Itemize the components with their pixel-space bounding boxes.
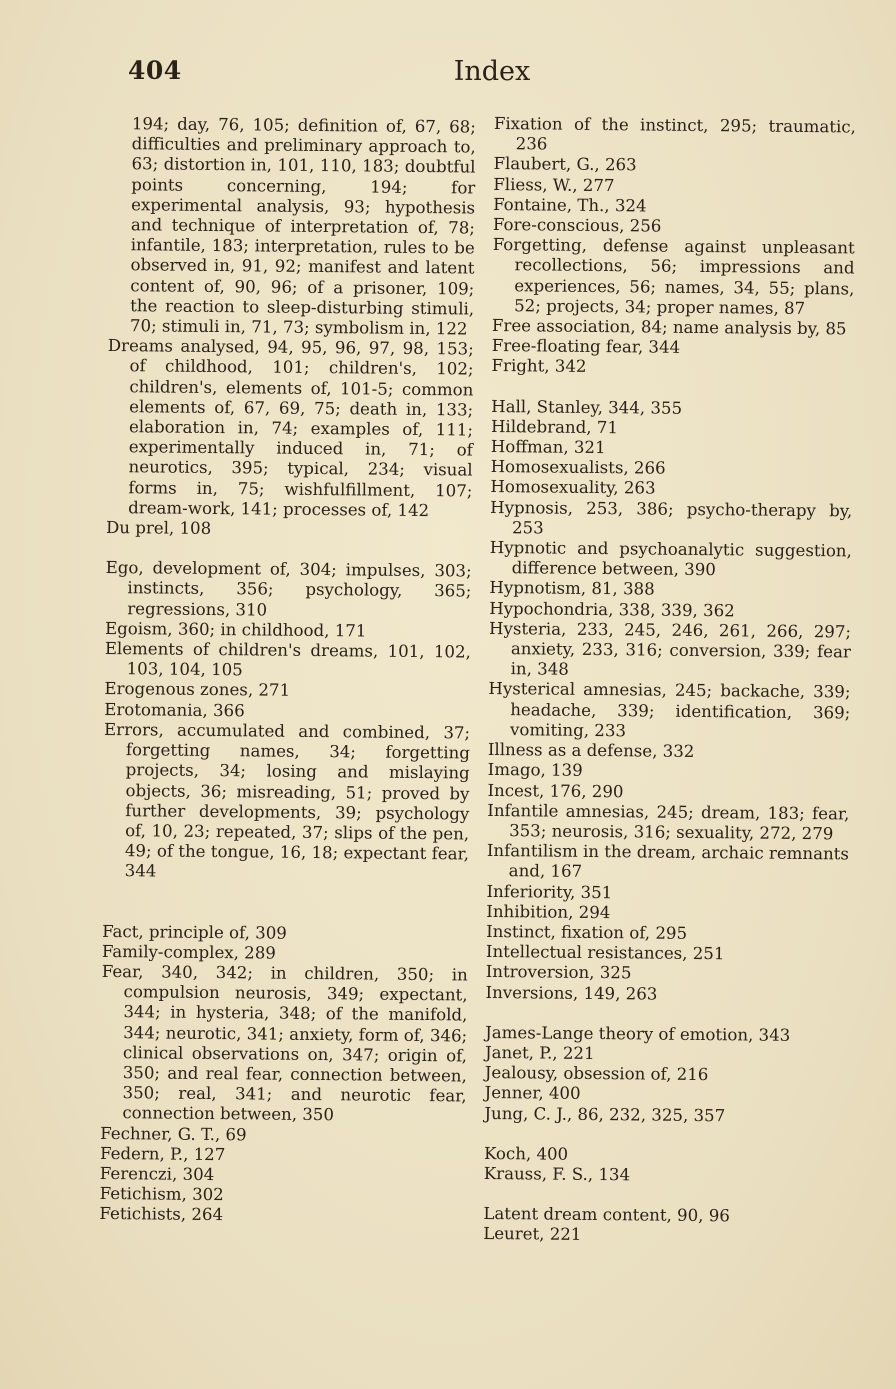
index-entry: Latent dream content, 90, 96 [483,1204,730,1226]
index-entry: Intellectual resistances, 251 [485,942,725,964]
index-entry: Ferenczi, 304 [99,1163,215,1185]
index-entry: Dreams analysed, 94, 95, 96, 97, 98, 153; of childhood, 101; children's, 102; children's, elements of, 101-5; common elements of, 67, 69, 75; death in, 133; elaboration in, 74; examples of, 111; experimentally induced in, 71; of neurotics, 395; typical, 234; visual forms in, 75; wishfulfillment, 107; dream-work, 141; processes of, 142 [107,336,474,520]
index-entry: Homosexuality, 263 [490,477,656,499]
index-entry: Janet, P., 221 [484,1042,595,1063]
index-entry: Free association, 84; name analysis by, 85 [491,316,847,339]
index-entry: Inferiority, 351 [486,881,613,902]
index-entry: Fact, principle of, 309 [102,921,287,943]
index-entry: Imago, 139 [487,760,583,781]
index-entry: Hypnotic and psychoanalytic suggestion, difference between, 390 [489,538,852,580]
index-entry: Ego, development of, 304; impulses, 303; instincts, 356; psychology, 365; regressions, 310 [105,558,472,620]
index-entry: Fliess, W., 277 [493,174,615,195]
index-entry: Leuret, 221 [483,1224,582,1245]
index-entry: Fontaine, Th., 324 [493,194,647,216]
index-entry: Jealousy, obsession of, 216 [484,1063,709,1085]
index-entry: Koch, 400 [483,1143,569,1164]
index-entry: Erotomania, 366 [104,699,245,721]
index-entry: Jung, C. J., 86, 232, 325, 357 [484,1103,726,1125]
index-entry: Hall, Stanley, 344, 355 [491,396,683,418]
index-entry: Hoffman, 321 [490,437,606,458]
index-entry: Infantilism in the dream, archaic remnants and, 167 [486,841,850,882]
index-entry: Jenner, 400 [484,1083,581,1104]
index-entry: Elements of children's dreams, 101, 102, 103, 104, 105 [104,639,471,680]
index-entry: Fechner, G. T., 69 [100,1123,247,1144]
index-entry: Erogenous zones, 271 [104,679,291,701]
index-entry: Introversion, 325 [485,962,632,983]
index-entry: Fear, 340, 342; in children, 350; in compulsion neurosis, 349; expectant, 344; in hysteria, 348; of the manifold, 344; neurotic, 341; anxiety, form of, 346; clinical observations on, 347; origin of, 350; and real fear, connection between, 350; real, 341; and neurotic fear, connection between, 350 [101,961,468,1125]
index-entry: Fright, 342 [491,356,587,377]
index-entry: Hysteria, 233, 245, 246, 261, 266, 297; anxiety, 233, 316; conversion, 339; fear in, 348 [488,618,852,680]
index-entry: Hildebrand, 71 [490,416,619,438]
index-entry: Free-floating fear, 344 [491,336,681,358]
index-entry: Flaubert, G., 263 [493,154,637,175]
index-entry: Illness as a defense, 332 [487,740,695,762]
index-entry: 194; day, 76, 105; definition of, 67, 68; difficulties and preliminary approach to, 63; distortion in, 101, 110, 183; doubtful points concerning, 194; for experimental analysis, 93; hypothesis and technique of interpretation of, 78; infantile, 183; interpretation, rules to be observed in, 91, 92; manifest and latent content of, 90, 96; of a prisoner, 109; the reaction to sleep-disturbing stimuli, 70; stimuli in, 71, 73; symbolism in, 122 [129,114,476,339]
index-entry: Fetichists, 264 [99,1204,224,1225]
index-entry: Hypnotism, 81, 388 [489,578,655,600]
index-entry: Hysterical amnesias, 245; backache, 339; headache, 339; identification, 369; vomiting, 233 [488,679,851,741]
index-entry: Hypnosis, 253, 386; psycho-therapy by, 253 [490,497,853,538]
index-entry: Errors, accumulated and combined, 37; forgetting names, 34; forgetting projects, 34; losing and mislaying objects, 36; misreading, 51; proved by further developments, 39; psychology of, 10, 23; repeated, 37; slips of the pen, 49; of the tongue, 16, 18; expectant fear, 344 [104,719,471,881]
section-gap [102,881,468,925]
index-entry: Fixation of the instinct, 295; traumatic, 236 [493,114,856,154]
index-entry: Egoism, 360; in childhood, 171 [104,618,367,641]
index-entry: Instinct, fixation of, 295 [486,921,688,943]
index-entry: James-Lange theory of emotion, 343 [485,1022,791,1045]
index-entry: Du prel, 108 [105,518,212,539]
running-title: Index [453,56,531,87]
index-entry: Family-complex, 289 [101,941,277,963]
index-entry: Krauss, F. S., 134 [483,1163,631,1185]
index-entry: Inhibition, 294 [486,901,611,922]
index-entry: Fetichism, 302 [99,1184,224,1205]
index-entry: Infantile amnesias, 245; dream, 183; fear, 353; neurosis, 316; sexuality, 272, 279 [487,800,850,844]
index-entry: Homosexualists, 266 [490,457,666,478]
index-entry: Inversions, 149, 263 [485,982,658,1004]
index-entry: Incest, 176, 290 [487,780,624,801]
index-entry: Hypochondria, 338, 339, 362 [489,598,735,621]
index-column-right [483,114,856,1248]
index-column-left [99,114,476,1228]
page-number: 404 [128,56,182,85]
index-entry: Forgetting, defense against unpleasant recollections, 56; impressions and experiences, 56; names, 34, 55; plans, 52; projects, 34; proper names, 87 [492,235,855,318]
index-entry: Fore-conscious, 256 [492,215,662,236]
index-entry: Federn, P., 127 [99,1143,226,1164]
